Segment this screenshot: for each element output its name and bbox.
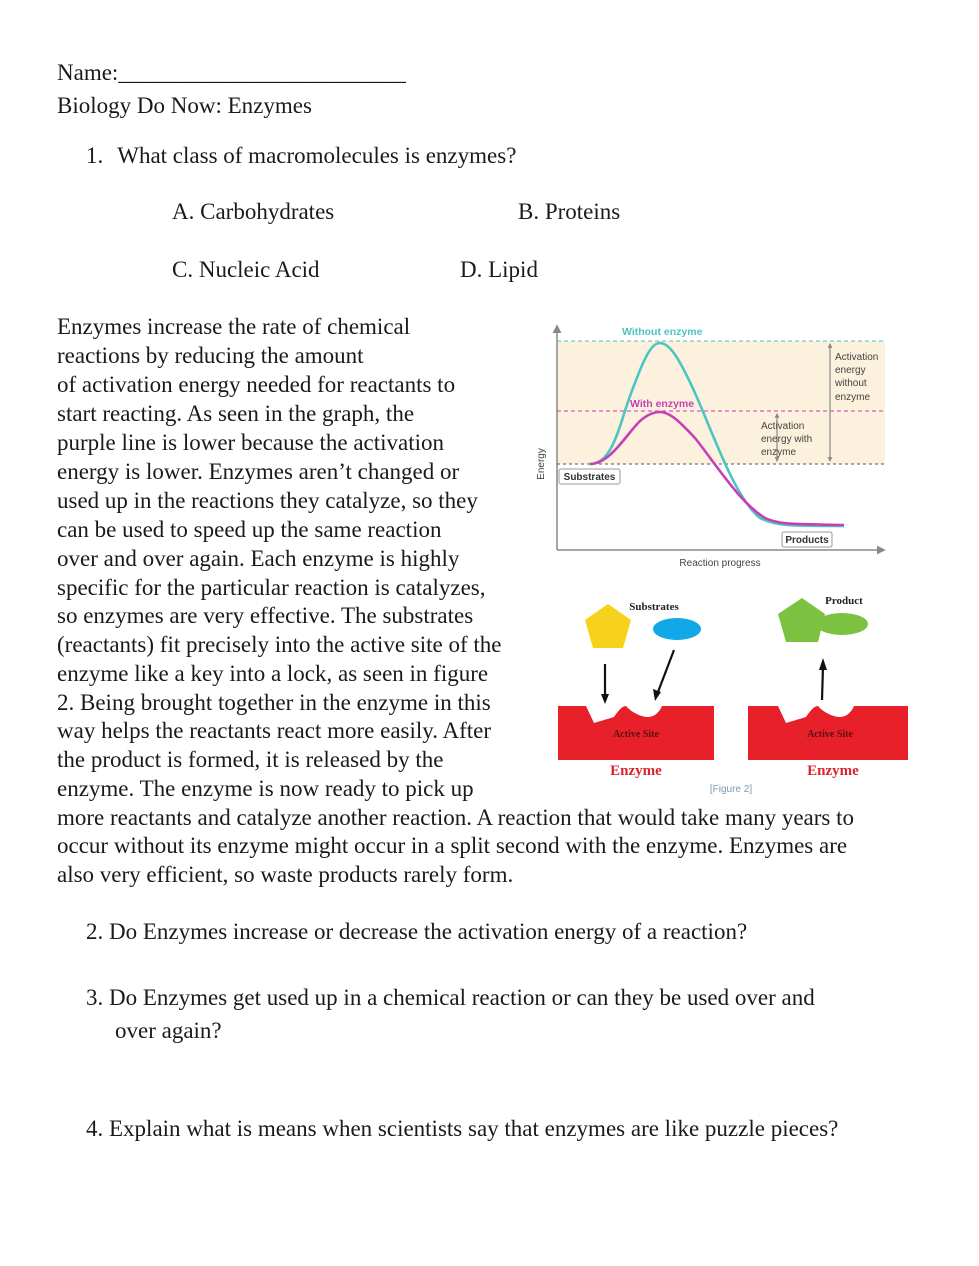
product-oval — [816, 613, 868, 635]
products-label: Products — [785, 535, 829, 546]
activation-without-line: enzyme — [835, 392, 871, 403]
name-field — [57, 58, 406, 87]
question-1-number: 1. — [86, 143, 104, 168]
lock-and-key-figure — [556, 590, 910, 800]
activation-with-line: Activation — [761, 421, 805, 432]
passage-line: enzyme like a key into a lock, as seen in figure — [57, 661, 489, 686]
substrates-label: Substrates — [563, 472, 616, 483]
product-fig-label: Product — [825, 595, 863, 607]
passage-line: also very efficient, so waste products rarely form. — [57, 862, 514, 887]
y-axis-label: Energy — [536, 448, 547, 480]
passage-line: 2. Being brought together in the enzyme in this — [57, 690, 491, 715]
passage-line: used up in the reactions they catalyze, so they — [57, 488, 478, 513]
substrate-arrow-2-head — [653, 689, 661, 701]
passage-line: energy is lower. Enzymes aren’t changed or — [57, 459, 460, 484]
name-blank: _________________________ — [118, 60, 406, 85]
option-d: D. Lipid — [460, 257, 538, 282]
substrate-oval — [653, 618, 701, 640]
activation-without-line: without — [835, 378, 867, 389]
question-3-line-2: over again? — [115, 1018, 222, 1043]
option-c: C. Nucleic Acid — [172, 257, 320, 282]
active-site-label-right: Active Site — [807, 729, 853, 740]
name-label: Name: — [57, 60, 119, 85]
passage-line: of activation energy needed for reactants to — [57, 372, 456, 397]
passage-line: purple line is lower because the activation — [57, 430, 445, 455]
option-b: B. Proteins — [518, 199, 621, 224]
activation-with-line: energy with — [761, 434, 813, 445]
question-1 — [86, 141, 516, 170]
question-1-text: What class of macromolecules is enzymes? — [117, 143, 517, 168]
passage-line: the product is formed, it is released by the — [57, 747, 444, 772]
figure-2-caption: [Figure 2] — [709, 784, 753, 795]
passage-line: so enzymes are very effective. The substrates — [57, 603, 474, 628]
enzyme-label-left: Enzyme — [610, 763, 662, 779]
passage-line: reactions by reducing the amount — [57, 343, 364, 368]
x-axis-label: Reaction progress — [679, 558, 761, 569]
substrates-fig-label: Substrates — [629, 601, 679, 613]
substrate-arrow-1-head — [601, 694, 609, 704]
active-site-label-left: Active Site — [613, 729, 659, 740]
page-title: Biology Do Now: Enzymes — [57, 93, 312, 118]
passage-line: enzyme. The enzyme is now ready to pick up — [57, 776, 474, 801]
passage-line: occur without its enzyme might occur in a split second with the enzyme. Enzymes are — [57, 833, 848, 858]
without-enzyme-label: Without enzyme — [622, 326, 703, 338]
activation-without-line: Activation — [835, 352, 879, 363]
activation-with-line: enzyme — [761, 447, 797, 458]
passage-line: over and over again. Each enzyme is highly — [57, 546, 460, 571]
passage-line: way helps the reactants react more easily. After — [57, 718, 492, 743]
substrate-arrow-2 — [658, 650, 674, 692]
with-enzyme-label: With enzyme — [630, 398, 695, 410]
question-3-line-1: 3. Do Enzymes get used up in a chemical reaction or can they be used over and — [86, 985, 815, 1010]
activation-energy-graph — [530, 318, 890, 574]
activation-without-line: energy — [835, 365, 866, 376]
passage-line: specific for the particular reaction is catalyzes, — [57, 575, 486, 600]
enzyme-label-right: Enzyme — [807, 763, 859, 779]
question-2: 2. Do Enzymes increase or decrease the activation energy of a reaction? — [86, 919, 748, 944]
question-4: 4. Explain what is means when scientists say that enzymes are like puzzle pieces? — [86, 1116, 839, 1141]
passage-line: (reactants) fit precisely into the active site of the — [57, 632, 502, 657]
substrate-pentagon — [585, 604, 631, 648]
passage-line: more reactants and catalyze another reaction. A reaction that would take many years to — [57, 805, 854, 830]
product-arrow — [822, 666, 823, 700]
passage-line: Enzymes increase the rate of chemical — [57, 314, 411, 339]
product-arrow-head — [819, 658, 827, 670]
passage-line: can be used to speed up the same reaction — [57, 517, 442, 542]
option-a: A. Carbohydrates — [172, 199, 335, 224]
passage-line: start reacting. As seen in the graph, the — [57, 401, 415, 426]
